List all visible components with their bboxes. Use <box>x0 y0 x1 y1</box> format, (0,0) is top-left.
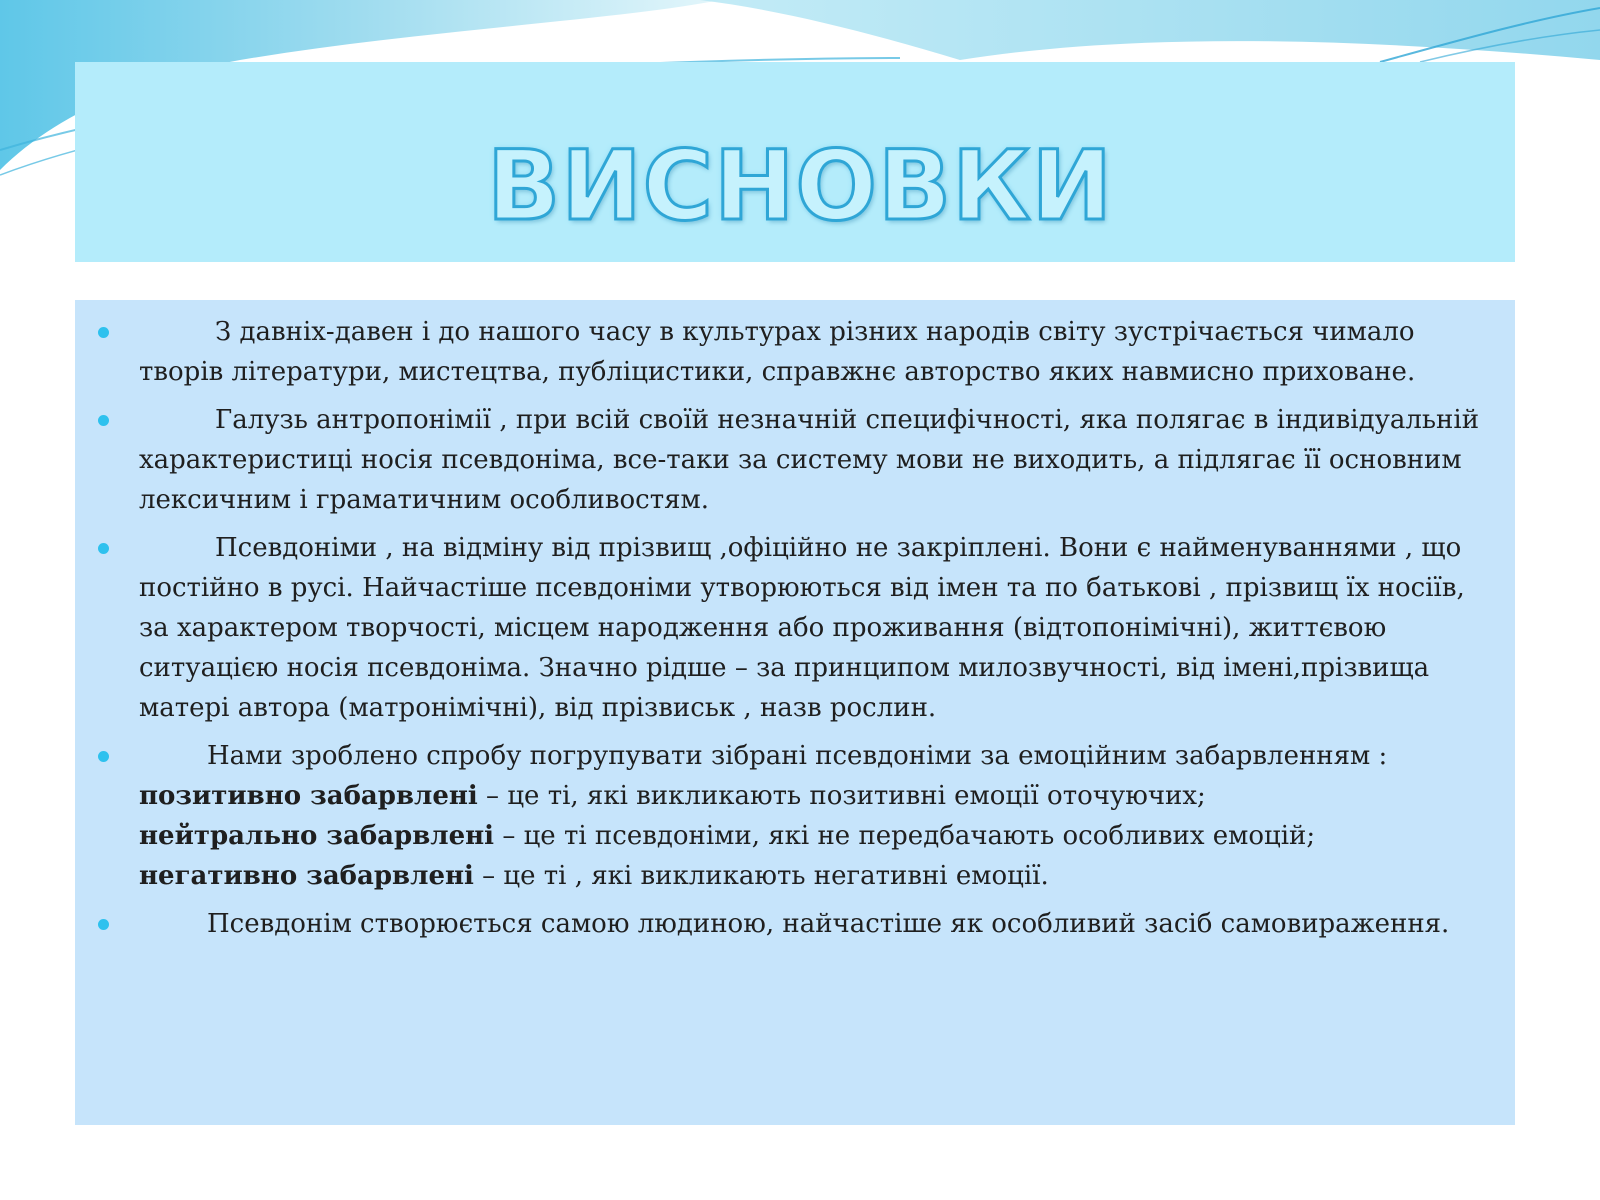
neutral-line <box>139 816 1495 856</box>
positive-desc: – це ті, які викликають позитивні емоції оточуючих; <box>477 781 1206 811</box>
bullet-dot-icon <box>98 415 109 426</box>
bullet-item <box>139 400 1495 520</box>
positive-term: позитивно забарвлені <box>139 781 478 811</box>
bullet-dot-icon <box>98 543 109 554</box>
negative-line <box>139 856 1495 896</box>
positive-line <box>139 776 1495 816</box>
bullet-text: З давніх-давен і до нашого часу в культурах різних народів світу зустрічається чимало творів літератури, мистецтва, публіцистики, справжнє авторство яких навмисно приховане. <box>139 317 1416 387</box>
bullet-text: Псевдоніми , на відміну від прізвищ ,офіційно не закріплені. Вони є найменуваннями , що постійно в русі. Найчастіше псевдоніми утворюються від імен та по батькові , прізвищ їх носіїв, за характером творчості, місцем народження або проживання (відтопонімічні), життєвою ситуацією носія псевдоніма. Значно рідше – за принципом милозвучності, від імені,прізвища матері автора (матронімічні), від прізвиськ , назв рослин. <box>139 533 1465 723</box>
content-placeholder <box>75 300 1515 1125</box>
bullet-text: Псевдонім створюється самою людиною, найчастіше як особливий засіб самовираження. <box>207 909 1450 939</box>
bullet-dot-icon <box>98 919 109 930</box>
bullet-list <box>75 300 1515 944</box>
neutral-desc: – це ті псевдоніми, які не передбачають особливих емоцій; <box>494 821 1316 851</box>
neutral-term: нейтрально забарвлені <box>139 821 495 851</box>
bullet-item <box>139 312 1495 392</box>
negative-desc: – це ті , які викликають негативні емоції. <box>473 861 1049 891</box>
negative-term: негативно забарвлені <box>139 861 474 891</box>
slide-title: ВИСНОВКИ <box>487 130 1113 242</box>
bullet-item <box>139 736 1495 896</box>
bullet-text: Нами зроблено спробу погрупувати зібрані псевдоніми за емоційним забарвленням : <box>207 741 1388 771</box>
bullet-item <box>139 528 1495 728</box>
bullet-dot-icon <box>98 751 109 762</box>
bullet-item <box>139 904 1495 944</box>
bullet-text: Галузь антропонімії , при всій своїй незначній специфічності, яка полягає в індивідуальній характеристиці носія псевдоніма, все-таки за систему мови не виходить, а підлягає її основним лексичним і граматичним особливостям. <box>139 405 1480 515</box>
bullet-dot-icon <box>98 327 109 338</box>
